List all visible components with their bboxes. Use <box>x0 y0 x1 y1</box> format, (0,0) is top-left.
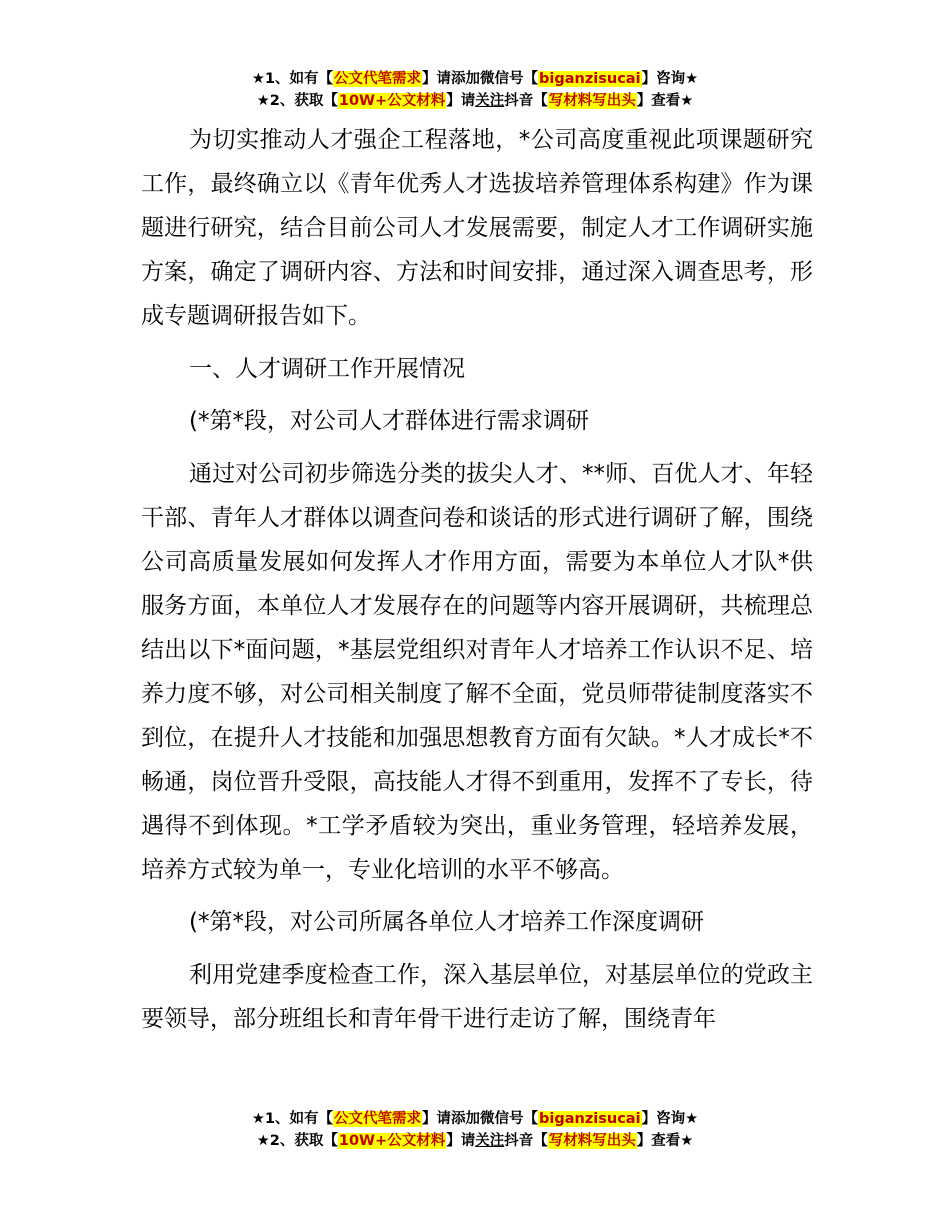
promo-text: 】请 <box>446 93 476 109</box>
section-heading-1: 一、人才调研工作开展情况 <box>189 355 465 382</box>
promo-text: ★1、如有【 <box>251 1111 334 1127</box>
promo-text: 】查看★ <box>636 1133 694 1149</box>
promo-highlight-douyin: 写材料写出头 <box>548 1133 636 1149</box>
promo-highlight: 10W+公文材料 <box>338 1133 446 1149</box>
promo-text: 抖音【 <box>504 93 548 109</box>
document-body <box>141 118 813 1049</box>
promo-text: 】查看★ <box>636 93 694 109</box>
paragraph-survey-findings: 通过对公司初步筛选分类的拔尖人才、**师、百优人才、年轻干部、青年人才群体以调查问卷和谈话的形式进行调研了解，围绕公司高质量发展如何发挥人才作用方面，需要为本单位人才队*供服务方面，本单位人才发展存在的问题等内容开展调研，共梳理总结出以下*面问题，*基层党组织对青年人才培养工作认识不足、培养力度不够，对公司相关制度了解不全面，党员师带徒制度落实不到位，在提升人才技能和加强思想教育方面有欠缺。*人才成长*不畅通，岗位晋升受限，高技能人才得不到重用，发挥不了专长，待遇得不到体现。*工学矛盾较为突出，重业务管理，轻培养发展，培养方式较为单一，专业化培训的水平不够高。 <box>141 460 813 883</box>
promo-underlined-text: 关注 <box>475 93 505 109</box>
promo-line-2 <box>0 90 950 112</box>
promo-line-1 <box>0 1108 950 1130</box>
paragraph-intro: 为切实推动人才强企工程落地，*公司高度重视此项课题研究工作，最终确立以《青年优秀人才选拔培养管理体系构建》作为课题进行研究，结合目前公司人才发展需要，制定人才工作调研实施方案，确定了调研内容、方法和时间安排，通过深入调查思考，形成专题调研报告如下。 <box>141 127 813 329</box>
promo-text: 】请添加微信号【 <box>422 1111 539 1127</box>
promo-line-1 <box>0 68 950 90</box>
footer-promo-banner <box>0 1108 950 1152</box>
promo-text: 】咨询★ <box>641 1111 699 1127</box>
promo-line-2 <box>0 1130 950 1152</box>
promo-text: ★1、如有【 <box>251 71 334 87</box>
subsection-heading-1: (*第*段，对公司人才群体进行需求调研 <box>189 408 589 434</box>
promo-highlight: 公文代笔需求 <box>334 1111 422 1127</box>
paragraph-field-visits: 利用党建季度检查工作，深入基层单位，对基层单位的党政主要领导，部分班组长和青年骨干进行走访了解，围绕青年 <box>141 961 813 1032</box>
promo-highlight: 公文代笔需求 <box>334 71 422 87</box>
header-promo-banner <box>0 68 950 112</box>
promo-highlight: 10W+公文材料 <box>338 93 446 109</box>
promo-highlight-wechat-id: biganzisucai <box>539 1111 641 1127</box>
promo-highlight-wechat-id: biganzisucai <box>539 71 641 87</box>
promo-underlined-text: 关注 <box>475 1133 505 1149</box>
promo-highlight-douyin: 写材料写出头 <box>548 93 636 109</box>
promo-text: 】请 <box>446 1133 476 1149</box>
promo-text: ★2、获取【 <box>256 1133 338 1149</box>
subsection-heading-2: (*第*段，对公司所属各单位人才培养工作深度调研 <box>189 909 704 935</box>
promo-text: 】咨询★ <box>641 71 699 87</box>
promo-text: 抖音【 <box>504 1133 548 1149</box>
promo-text: ★2、获取【 <box>256 93 338 109</box>
promo-text: 】请添加微信号【 <box>422 71 539 87</box>
